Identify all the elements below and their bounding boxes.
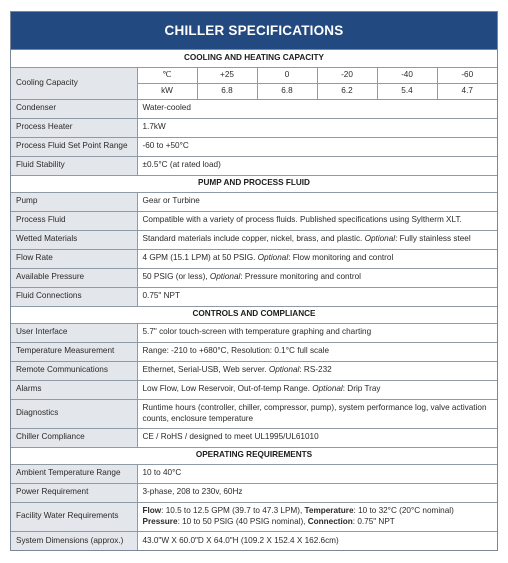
capacity-kw: 5.4	[377, 83, 437, 99]
spec-table	[11, 50, 497, 550]
table-row	[11, 342, 497, 361]
sheet-title: CHILLER SPECIFICATIONS	[11, 12, 497, 50]
optional-label: Optional	[364, 234, 396, 244]
row-value: Water-cooled	[137, 99, 497, 118]
table-row	[11, 192, 497, 211]
section-row	[11, 447, 497, 464]
pressure-key: Pressure	[142, 516, 178, 526]
row-value: 43.0"W X 60.0"D X 64.0"H (109.2 X 152.4 X 162.6cm)	[137, 531, 497, 550]
row-label: User Interface	[11, 323, 137, 342]
row-value: Runtime hours (controller, chiller, compressor, pump), system performance log, valve activation counts, enclosure temperature	[137, 399, 497, 428]
optional-text: : Pressure monitoring and control	[240, 272, 361, 282]
row-label: Fluid Connections	[11, 287, 137, 306]
row-value: 10 to 40°C	[137, 464, 497, 483]
row-value	[137, 361, 497, 380]
value-text: 50 PSIG (or less),	[142, 272, 208, 282]
section-header-pump: PUMP AND PROCESS FLUID	[11, 175, 497, 192]
row-label: System Dimensions (approx.)	[11, 531, 137, 550]
optional-label: Optional	[209, 272, 241, 282]
temperature-key: Temperature	[304, 506, 354, 515]
row-label: Cooling Capacity	[11, 67, 137, 99]
row-value	[137, 380, 497, 399]
row-label: Chiller Compliance	[11, 428, 137, 447]
table-row	[11, 483, 497, 502]
row-value	[137, 502, 497, 531]
optional-text: : RS-232	[299, 365, 332, 375]
optional-label: Optional	[268, 365, 300, 375]
row-value: Range: -210 to +680°C, Resolution: 0.1°C full scale	[137, 342, 497, 361]
table-row	[11, 399, 497, 428]
capacity-temp: 0	[257, 67, 317, 83]
row-label: Available Pressure	[11, 268, 137, 287]
row-label: Process Fluid Set Point Range	[11, 137, 137, 156]
connection-key: Connection	[307, 516, 353, 526]
row-label: Alarms	[11, 380, 137, 399]
row-value: -60 to +50°C	[137, 137, 497, 156]
optional-label: Optional	[312, 384, 343, 394]
capacity-kw: 4.7	[437, 83, 497, 99]
value-text: Low Flow, Low Reservoir, Out-of-temp Range.	[142, 384, 310, 394]
capacity-kw: 6.8	[257, 83, 317, 99]
table-row	[11, 287, 497, 306]
row-value: Compatible with a variety of process fluids. Published specifications using Syltherm XLT.	[137, 211, 497, 230]
capacity-temp: -60	[437, 67, 497, 83]
section-row	[11, 50, 497, 67]
spec-sheet	[10, 11, 498, 551]
capacity-temp: +25	[197, 67, 257, 83]
capacity-temp: -40	[377, 67, 437, 83]
table-row	[11, 361, 497, 380]
row-label: Ambient Temperature Range	[11, 464, 137, 483]
table-row	[11, 268, 497, 287]
table-row	[11, 99, 497, 118]
capacity-kw: 6.2	[317, 83, 377, 99]
row-label: Process Fluid	[11, 211, 137, 230]
section-header-operating: OPERATING REQUIREMENTS	[11, 447, 497, 464]
temperature-value: : 10 to 32°C (20°C nominal)	[353, 506, 454, 515]
row-value	[137, 249, 497, 268]
capacity-row-temp	[11, 67, 497, 83]
flow-value: : 10.5 to 12.5 GPM (39.7 to 47.3 LPM),	[161, 506, 303, 515]
capacity-temp: -20	[317, 67, 377, 83]
section-header-controls: CONTROLS AND COMPLIANCE	[11, 306, 497, 323]
table-row	[11, 428, 497, 447]
row-label: Wetted Materials	[11, 230, 137, 249]
optional-text: : Flow monitoring and control	[288, 253, 394, 263]
section-header-cooling: COOLING AND HEATING CAPACITY	[11, 50, 497, 67]
capacity-unit-temp: ℃	[137, 67, 197, 83]
value-text: Standard materials include copper, nickel, brass, and plastic.	[142, 234, 363, 244]
table-row	[11, 118, 497, 137]
table-row	[11, 323, 497, 342]
row-value	[137, 230, 497, 249]
table-row	[11, 156, 497, 175]
table-row	[11, 230, 497, 249]
row-label: Facility Water Requirements	[11, 502, 137, 531]
table-row	[11, 502, 497, 531]
table-row	[11, 211, 497, 230]
row-label: Process Heater	[11, 118, 137, 137]
section-row	[11, 306, 497, 323]
table-row	[11, 249, 497, 268]
flow-key: Flow	[142, 506, 162, 515]
value-text: 4 GPM (15.1 LPM) at 50 PSIG.	[142, 253, 256, 263]
pressure-value: : 10 to 50 PSIG (40 PSIG nominal),	[177, 516, 306, 526]
row-value: 0.75" NPT	[137, 287, 497, 306]
optional-label: Optional	[257, 253, 289, 263]
row-value: CE / RoHS / designed to meet UL1995/UL61010	[137, 428, 497, 447]
row-label: Power Requirement	[11, 483, 137, 502]
connection-value: : 0.75" NPT	[352, 516, 395, 526]
row-label: Remote Communications	[11, 361, 137, 380]
table-row	[11, 137, 497, 156]
row-label: Fluid Stability	[11, 156, 137, 175]
row-value	[137, 268, 497, 287]
row-label: Temperature Measurement	[11, 342, 137, 361]
row-value: 5.7" color touch-screen with temperature graphing and charting	[137, 323, 497, 342]
table-row	[11, 380, 497, 399]
optional-text: : Fully stainless steel	[395, 234, 471, 244]
row-value: 1.7kW	[137, 118, 497, 137]
value-text: Ethernet, Serial-USB, Web server.	[142, 365, 267, 375]
row-value: ±0.5°C (at rated load)	[137, 156, 497, 175]
capacity-unit-power: kW	[137, 83, 197, 99]
table-row	[11, 464, 497, 483]
table-row	[11, 531, 497, 550]
row-value: Gear or Turbine	[137, 192, 497, 211]
row-label: Condenser	[11, 99, 137, 118]
capacity-kw: 6.8	[197, 83, 257, 99]
row-label: Flow Rate	[11, 249, 137, 268]
optional-text: : Drip Tray	[342, 384, 381, 394]
row-label: Diagnostics	[11, 399, 137, 428]
row-label: Pump	[11, 192, 137, 211]
section-row	[11, 175, 497, 192]
row-value: 3-phase, 208 to 230v, 60Hz	[137, 483, 497, 502]
